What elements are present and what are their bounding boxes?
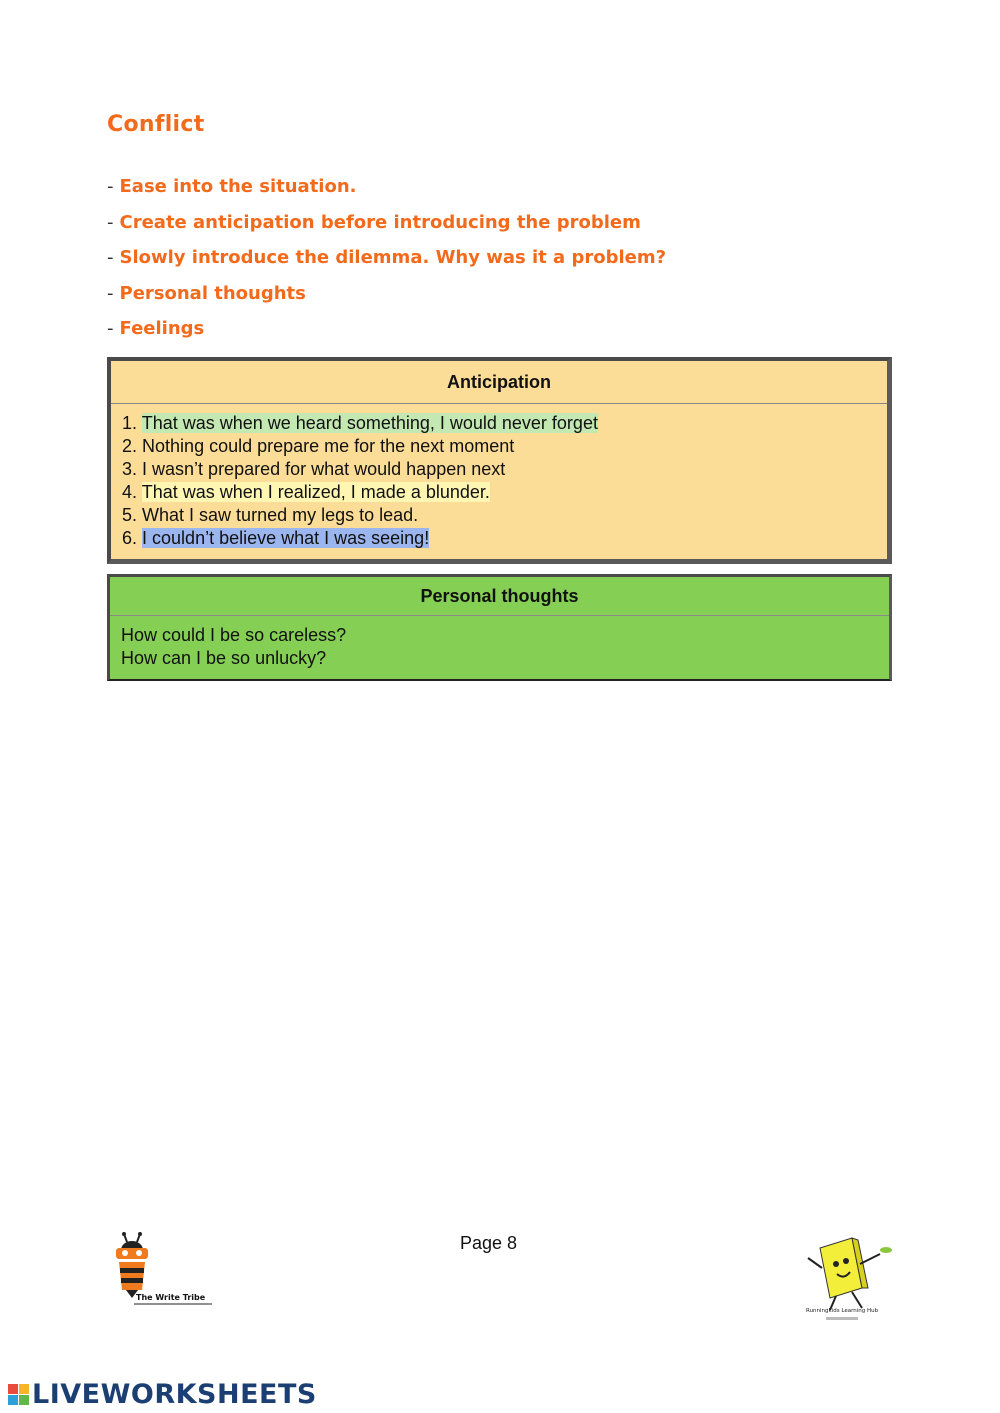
bee-icon xyxy=(116,1232,148,1298)
anticipation-item: 3. I wasn’t prepared for what would happen next xyxy=(122,459,506,479)
page-number: Page 8 xyxy=(460,1233,518,1253)
tip-text: Feelings xyxy=(119,318,205,339)
personal-thoughts-header: Personal thoughts xyxy=(110,577,889,616)
anticipation-item: 2. Nothing could prepare me for the next moment xyxy=(122,436,515,456)
personal-thoughts-table xyxy=(107,574,892,681)
highlighted-text: That was when we heard something, I would never forget xyxy=(141,413,598,433)
learning-hub-caption: Runningkids Learning Hub xyxy=(806,1308,879,1314)
tip-text: Create anticipation before introducing the problem xyxy=(119,211,641,233)
brand-squares-icon xyxy=(8,1384,29,1405)
anticipation-item: 5. What I saw turned my legs to lead. xyxy=(122,505,419,525)
anticipation-item: 4. That was when I realized, I made a blunder. xyxy=(122,482,490,502)
anticipation-list xyxy=(111,404,887,550)
tip-item: - Personal thoughts xyxy=(107,282,306,304)
tip-item: - Slowly introduce the dilemma. Why was it a problem? xyxy=(107,247,667,268)
learning-hub-logo xyxy=(800,1228,900,1328)
write-tribe-logo xyxy=(110,1232,220,1307)
anticipation-item: 1. That was when we heard something, I would never forget xyxy=(122,413,598,433)
write-tribe-caption: The Write Tribe xyxy=(136,1293,206,1302)
highlighted-text: That was when I realized, I made a blunder. xyxy=(141,482,490,502)
tip-item: - Ease into the situation. xyxy=(107,176,357,197)
tip-item: - Feelings xyxy=(107,318,205,339)
tip-text: Slowly introduce the dilemma. Why was it a problem? xyxy=(119,247,667,268)
tips-list xyxy=(107,176,666,354)
anticipation-item: 6. I couldn’t believe what I was seeing! xyxy=(122,528,430,548)
anticipation-header: Anticipation xyxy=(111,361,887,404)
thought-line: How could I be so careless? xyxy=(121,625,347,645)
tip-item: - Create anticipation before introducing the problem xyxy=(107,211,641,233)
anticipation-table xyxy=(107,357,892,564)
liveworksheets-brand xyxy=(8,1378,317,1410)
selected-text[interactable]: I couldn’t believe what I was seeing! xyxy=(142,528,430,548)
section-title: Conflict xyxy=(107,112,205,137)
tip-text: Personal thoughts xyxy=(119,282,306,304)
personal-thoughts-list xyxy=(110,616,889,670)
brand-name: LIVEWORKSHEETS xyxy=(32,1378,317,1410)
thought-line: How can I be so unlucky? xyxy=(121,648,327,668)
running-book-icon xyxy=(808,1238,892,1310)
tip-text: Ease into the situation. xyxy=(119,176,357,197)
